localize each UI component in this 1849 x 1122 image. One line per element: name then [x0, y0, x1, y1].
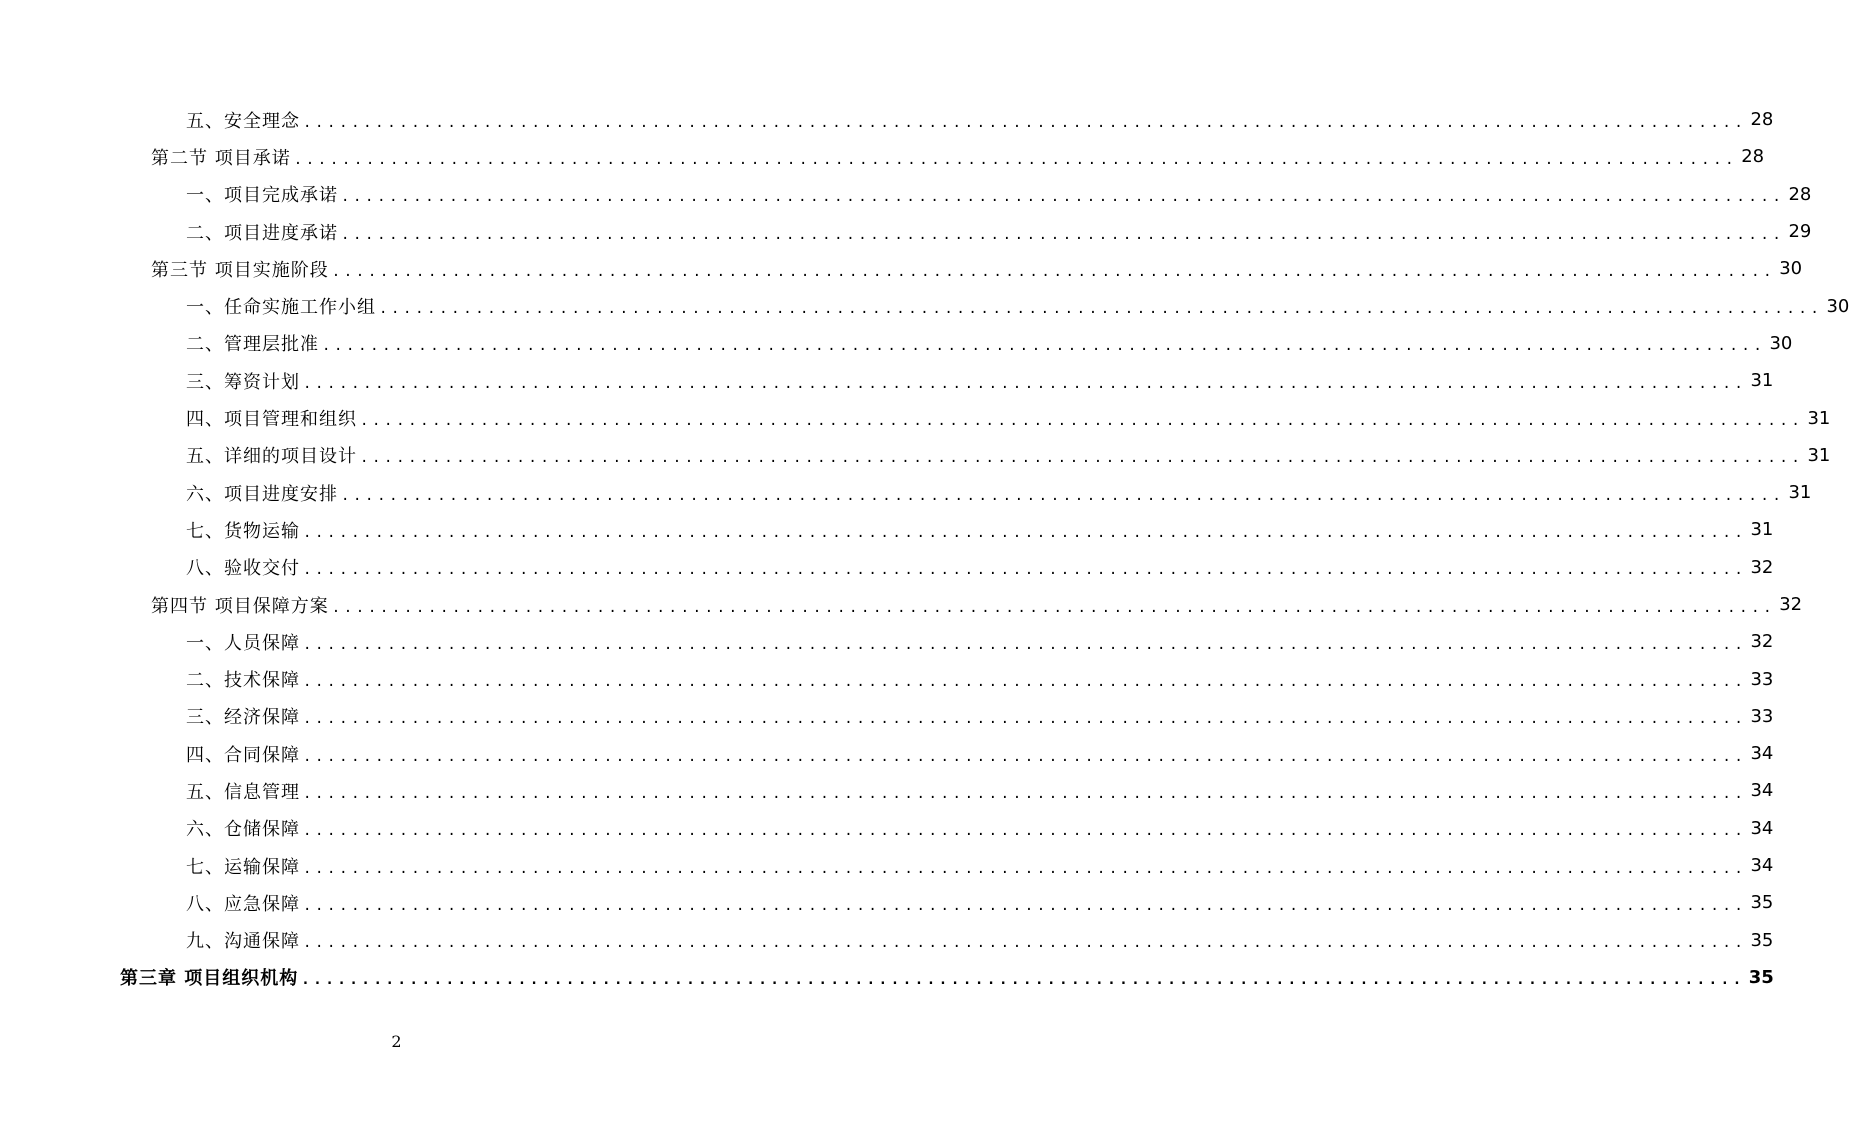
toc-entry[interactable] [0, 101, 1774, 138]
toc-dot-leader: ........................................................................................................................ [303, 823, 1747, 840]
toc-entry-page-number: 34 [1750, 855, 1774, 877]
toc-dot-leader: ........................................................................................................................ [341, 226, 1785, 243]
toc-entry-title: 七、运输保障 [186, 853, 303, 879]
toc-entry-title: 八、应急保障 [186, 890, 303, 916]
toc-entry-title: 第二节 项目承诺 [151, 144, 294, 170]
toc-entry-page-number: 28 [1750, 109, 1774, 131]
toc-entry-title: 九、沟通保障 [186, 927, 303, 953]
toc-entry[interactable] [0, 549, 1774, 586]
toc-entry-page-number: 32 [1779, 594, 1803, 615]
toc-dot-leader: ........................................................................................................................ [331, 263, 1776, 280]
toc-dot-leader: ........................................................................................................................ [303, 785, 1747, 802]
toc-entry[interactable] [0, 362, 1774, 399]
toc-entry-title: 三、经济保障 [186, 703, 303, 729]
toc-entry[interactable] [0, 325, 1793, 362]
toc-entry-page-number: 30 [1779, 258, 1803, 280]
toc-dot-leader: ........................................................................................................................ [303, 636, 1747, 653]
toc-entry-page-number: 33 [1750, 668, 1774, 690]
toc-entry-page-number: 35 [1750, 929, 1774, 951]
toc-entry[interactable] [0, 287, 1849, 324]
toc-entry-title: 三、筹资计划 [186, 368, 303, 394]
toc-entry[interactable] [0, 847, 1774, 884]
toc-entry-title: 第三章 项目组织机构 [120, 964, 301, 990]
toc-dot-leader: ........................................................................................................................ [360, 450, 1804, 467]
toc-entry-title: 八、验收交付 [186, 554, 303, 580]
toc-dot-leader: ........................................................................................................................ [303, 897, 1747, 914]
toc-entry-title: 二、项目进度承诺 [186, 219, 341, 245]
toc-entry-page-number: 28 [1741, 146, 1765, 168]
toc-entry[interactable] [0, 176, 1812, 213]
toc-entry-page-number: 33 [1750, 705, 1774, 727]
toc-entry-title: 第四节 项目保障方案 [151, 592, 332, 618]
toc-entry-page-number: 32 [1750, 556, 1774, 578]
toc-entry[interactable] [0, 250, 1803, 287]
toc-dot-leader: ........................................................................................................................ [303, 711, 1747, 728]
toc-entry-title: 一、任命实施工作小组 [186, 293, 379, 319]
toc-entry[interactable] [0, 474, 1812, 511]
toc-dot-leader: ........................................................................................................................ [360, 413, 1804, 430]
toc-dot-leader: ........................................................................................................................ [303, 935, 1747, 952]
toc-dot-leader: ........................................................................................................................ [331, 599, 1776, 616]
toc-entry[interactable] [0, 437, 1831, 474]
toc-entry[interactable] [0, 922, 1774, 959]
toc-entry-title: 五、安全理念 [186, 107, 303, 133]
toc-entry-page-number: 34 [1750, 743, 1774, 765]
toc-entry-title: 一、人员保障 [186, 629, 303, 655]
toc-entry-title: 五、详细的项目设计 [186, 442, 360, 468]
toc-dot-leader: ........................................................................................................................ [341, 189, 1785, 206]
toc-entry[interactable] [0, 399, 1831, 436]
toc-dot-leader: ........................................................................................................................ [341, 487, 1785, 504]
toc-entry[interactable] [0, 511, 1774, 548]
toc-entry-title: 七、货物运输 [186, 517, 303, 543]
toc-entry-page-number: 31 [1788, 482, 1812, 504]
toc-dot-leader: ........................................................................................................................ [303, 748, 1747, 765]
toc-entry[interactable] [0, 138, 1765, 175]
toc-entry-page-number: 31 [1750, 370, 1774, 392]
toc-entry[interactable] [0, 213, 1812, 250]
toc-dot-leader: ........................................................................................................................ [303, 674, 1747, 691]
toc-entry-title: 二、管理层批准 [186, 330, 322, 356]
page-number: 2 [391, 1032, 402, 1051]
toc-entry-title: 四、项目管理和组织 [186, 405, 360, 431]
toc-dot-leader: ........................................................................................................................ [301, 972, 1745, 989]
toc-entry-page-number: 31 [1807, 444, 1831, 466]
toc-entry-page-number: 30 [1826, 295, 1849, 317]
toc-entry-page-number: 35 [1748, 966, 1774, 988]
toc-entry-page-number: 28 [1788, 183, 1812, 205]
toc-entry-title: 六、项目进度安排 [186, 480, 341, 506]
toc-entry-page-number: 30 [1769, 332, 1793, 354]
toc-entry-page-number: 34 [1750, 780, 1774, 802]
toc-entry-title: 二、技术保障 [186, 666, 303, 692]
toc-entry[interactable] [0, 772, 1774, 809]
toc-entry-title: 六、仓储保障 [186, 815, 303, 841]
toc-entry-page-number: 35 [1750, 892, 1774, 914]
toc-entry-title: 第三节 项目实施阶段 [151, 256, 332, 282]
toc-entry[interactable] [0, 623, 1774, 660]
toc-entry[interactable] [0, 660, 1774, 697]
toc-entry[interactable] [0, 810, 1774, 847]
toc-entry-page-number: 34 [1750, 817, 1774, 839]
toc-entry-page-number: 31 [1750, 519, 1774, 541]
toc-entry-title: 一、项目完成承诺 [186, 181, 341, 207]
toc-entry-page-number: 31 [1807, 407, 1831, 429]
toc-dot-leader: ........................................................................................................................ [379, 301, 1823, 318]
toc-dot-leader: ........................................................................................................................ [322, 338, 1766, 355]
toc-entry-page-number: 32 [1750, 631, 1774, 653]
toc-entry-title: 四、合同保障 [186, 741, 303, 767]
toc-dot-leader: ........................................................................................................................ [303, 562, 1747, 579]
toc-entry[interactable] [0, 959, 1774, 996]
toc-entry-title: 五、信息管理 [186, 778, 303, 804]
toc-dot-leader: ........................................................................................................................ [293, 151, 1738, 168]
toc-entry[interactable] [0, 586, 1803, 623]
toc-dot-leader: ........................................................................................................................ [303, 860, 1747, 877]
toc-entry[interactable] [0, 735, 1774, 772]
toc-dot-leader: ........................................................................................................................ [303, 375, 1747, 392]
toc-entry[interactable] [0, 884, 1774, 921]
toc-dot-leader: ........................................................................................................................ [303, 524, 1747, 541]
toc-entry-page-number: 29 [1788, 221, 1812, 243]
table-of-contents [0, 101, 1849, 996]
toc-dot-leader: ........................................................................................................................ [303, 114, 1747, 131]
toc-entry[interactable] [0, 698, 1774, 735]
